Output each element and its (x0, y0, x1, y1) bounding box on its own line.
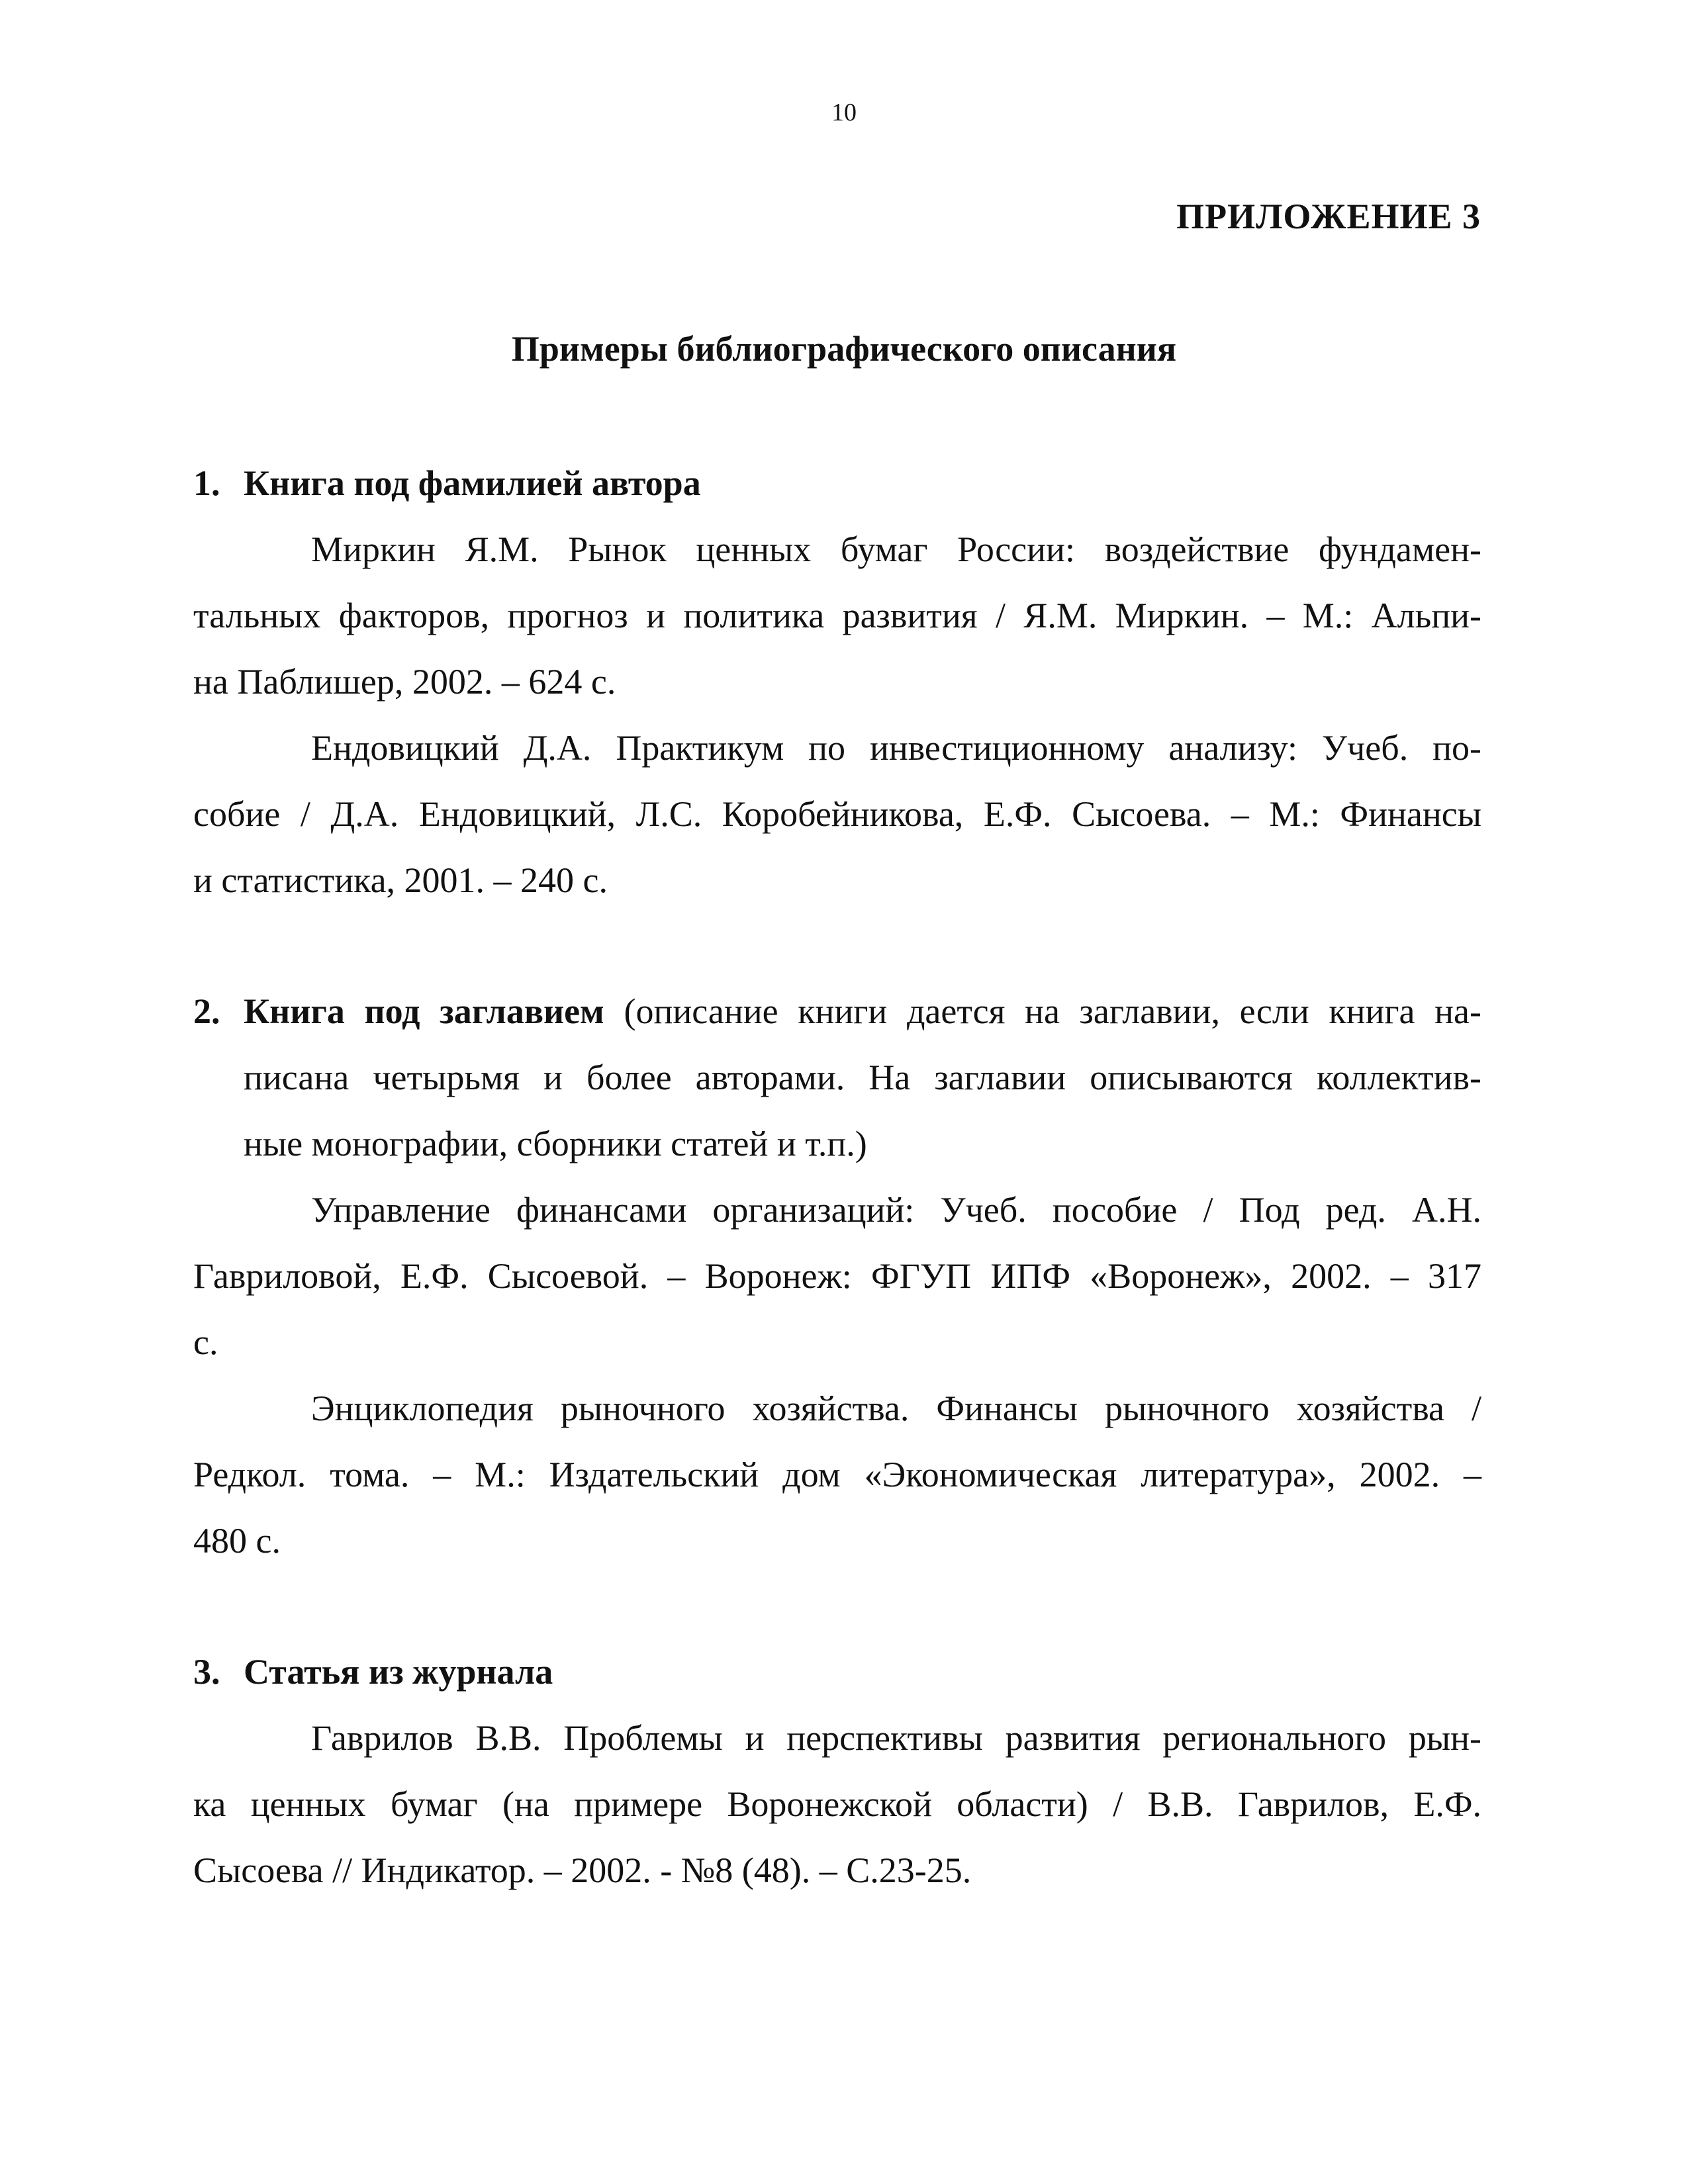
entry-line: Гавриловой, Е.Ф. Сысоевой. – Воронеж: ФГУП ИПФ «Воронеж», 2002. – 317 (193, 1256, 1481, 1296)
section-2-heading (193, 978, 1481, 1044)
entry-line: на Паблишер, 2002. – 624 с. (193, 662, 616, 702)
section-title: Книга под фамилией автора (244, 463, 701, 503)
entry-line: Миркин Я.М. Рынок ценных бумаг России: воздействие фундамен- (311, 529, 1481, 569)
entry-line: собие / Д.А. Ендовицкий, Л.С. Коробейникова, Е.Ф. Сысоева. – М.: Финансы (193, 794, 1481, 834)
section-1-heading (193, 450, 701, 516)
entry-line: ка ценных бумаг (на примере Воронежской области) / В.В. Гаврилов, Е.Ф. (193, 1784, 1481, 1824)
section-note-line: ные монографии, сборники статей и т.п.) (244, 1124, 867, 1163)
entry-line: 480 с. (193, 1521, 281, 1561)
section-title: Книга под заглавием (244, 991, 604, 1031)
entry-line: Ендовицкий Д.А. Практикум по инвестиционному анализу: Учеб. по- (311, 728, 1481, 768)
document-title: Примеры библиографического описания (511, 329, 1177, 369)
section-note: (описание книги дается на заглавии, если книга на- (604, 991, 1481, 1031)
entry-line: Редкол. тома. – М.: Издательский дом «Экономическая литература», 2002. – (193, 1455, 1481, 1494)
entry-line: Энциклопедия рыночного хозяйства. Финансы рыночного хозяйства / (311, 1388, 1481, 1428)
section-title: Статья из журнала (244, 1652, 553, 1692)
appendix-label: ПРИЛОЖЕНИЕ 3 (1176, 197, 1481, 236)
entry-line: и статистика, 2001. – 240 с. (193, 860, 608, 900)
section-note-line: писана четырьмя и более авторами. На заглавии описываются коллектив- (244, 1058, 1481, 1097)
page-number: 10 (831, 99, 857, 126)
section-number: 2. (193, 991, 220, 1031)
entry-line: Гаврилов В.В. Проблемы и перспективы развития регионального рын- (311, 1718, 1481, 1758)
entry-line: Управление финансами организаций: Учеб. пособие / Под ред. А.Н. (311, 1190, 1481, 1230)
entry-line: Сысоева // Индикатор. – 2002. - №8 (48). – С.23-25. (193, 1850, 972, 1890)
section-3-heading (193, 1639, 553, 1705)
entry-line: с. (193, 1322, 218, 1362)
section-number: 3. (193, 1652, 220, 1692)
section-number: 1. (193, 463, 220, 503)
entry-line: тальных факторов, прогноз и политика развития / Я.М. Миркин. – М.: Альпи- (193, 596, 1481, 635)
